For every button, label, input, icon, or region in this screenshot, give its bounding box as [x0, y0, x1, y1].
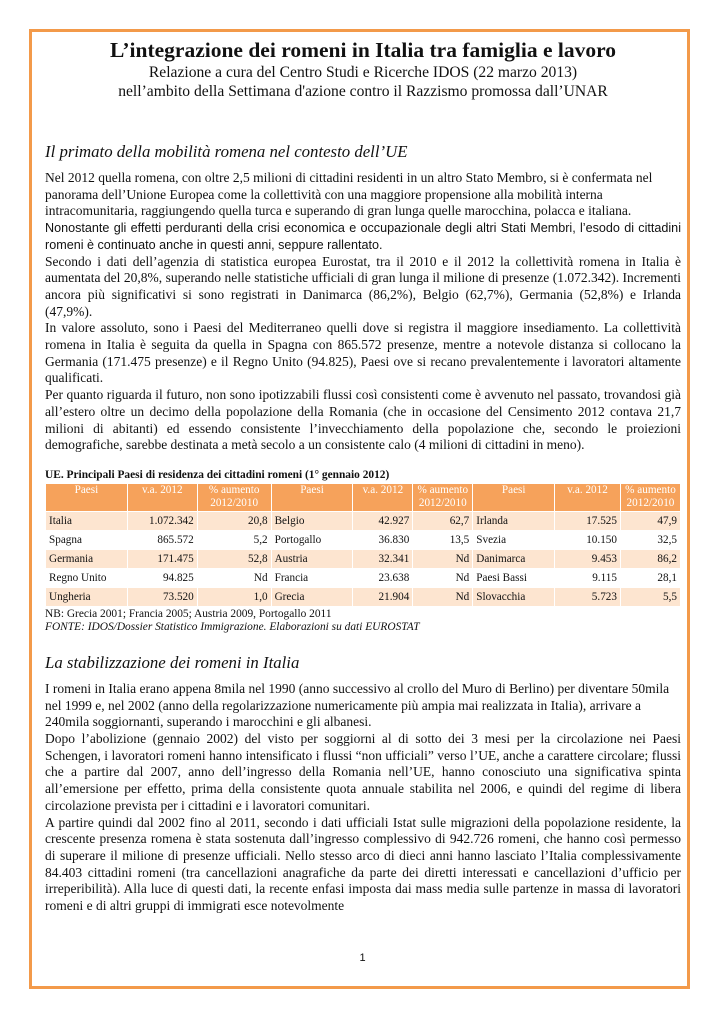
country-cell: Slovacchia [473, 587, 555, 606]
country-cell: Irlanda [473, 511, 555, 530]
document-title: L’integrazione dei romeni in Italia tra famiglia e lavoro [110, 38, 616, 62]
section2-paragraph-2: Dopo l’abolizione (gennaio 2002) del visto per soggiorni al di sotto dei 3 mesi per la circolazione nei Paesi Schengen, i lavoratori romeni hanno intensificato i flussi “non ufficiali” verso l’UE, anche a carattere circolare; flussi che a partire dal 2007, anno dell’ingresso della Romania nell’UE, hanno conosciuto una significativa spinta all’emersione per effetto, prima della consistente quota annuale stabilita nel 2006, e quindi del regime di libera circolazione prevista per i cittadini e i lavoratori comunitari. [45, 731, 681, 813]
percent-cell: 86,2 [620, 549, 680, 568]
country-cell: Regno Unito [46, 568, 128, 587]
percent-cell: 62,7 [413, 511, 473, 530]
country-cell: Grecia [271, 587, 353, 606]
section2-paragraph-3: A partire quindi dal 2002 fino al 2011, secondo i dati ufficiali Istat sulle migrazioni della popolazione residente, la crescente presenza romena è stata sostenuta dall’ingresso complessivo di 942.726 romeni, che hanno così permesso di superare il milione di presenze ufficiali. Nello stesso arco di dieci anni hanno lasciato l’Italia complessivamente 84.403 cittadini romeni (tra cancellazioni anagrafiche da parte dei diretti interessati e cancellazioni d’ufficio per irreperibilità). Alla luce di questi dati, la recente enfasi imposta dai mass media sulle partenze in massa di lavoratori romeni e di altri gruppi di immigrati esce notevolmente [45, 814, 681, 914]
section1-paragraph-2: Nonostante gli effetti perduranti della crisi economica e occupazionale degli altri Stati Membri, l’esodo di cittadini romeni è continuato anche in questi anni, seppure rallentato. [45, 221, 681, 252]
header-aumento: % aumento 2012/2010 [620, 483, 680, 511]
header-aumento: % aumento 2012/2010 [413, 483, 473, 511]
country-cell: Danimarca [473, 549, 555, 568]
value-cell: 21.904 [353, 587, 413, 606]
percent-cell: Nd [413, 568, 473, 587]
country-cell: Austria [271, 549, 353, 568]
country-cell: Belgio [271, 511, 353, 530]
document-subtitle-2: nell’ambito della Settimana d'azione contro il Razzismo promossa dall’UNAR [118, 83, 608, 100]
header-paesi: Paesi [46, 483, 128, 511]
value-cell: 36.830 [353, 530, 413, 549]
document-subtitle-1: Relazione a cura del Centro Studi e Ricerche IDOS (22 marzo 2013) [148, 64, 578, 81]
country-cell: Spagna [46, 530, 128, 549]
table-header-row [46, 483, 681, 511]
header-va: v.a. 2012 [555, 483, 621, 511]
percent-cell: Nd [413, 587, 473, 606]
section1-paragraph-4: In valore assoluto, sono i Paesi del Mediterraneo quelli dove si registra il maggiore insediamento. La collettività romena in Italia è seguita da quella in Spagna con 865.572 presenze, mentre a notevole distanza si collocano la Germania (171.475 presenze) e il Regno Unito (94.825), Paesi ove si recano prevalentemente i lavoratori altamente qualificati. [45, 320, 681, 386]
value-cell: 94.825 [127, 568, 197, 587]
header-aumento: % aumento 2012/2010 [197, 483, 271, 511]
table-row [46, 511, 681, 530]
table-row [46, 587, 681, 606]
percent-cell: 52,8 [197, 549, 271, 568]
header-paesi: Paesi [473, 483, 555, 511]
country-cell: Germania [46, 549, 128, 568]
value-cell: 9.115 [555, 568, 621, 587]
value-cell: 32.341 [353, 549, 413, 568]
percent-cell: 28,1 [620, 568, 680, 587]
country-cell: Svezia [473, 530, 555, 549]
document-body [45, 38, 681, 915]
value-cell: 10.150 [555, 530, 621, 549]
percent-cell: 32,5 [620, 530, 680, 549]
value-cell: 9.453 [555, 549, 621, 568]
percent-cell: 5,5 [620, 587, 680, 606]
section1-paragraph-1: Nel 2012 quella romena, con oltre 2,5 milioni di cittadini residenti in un altro Stato Membro, si è confermata nel panorama dell’Unione Europea come la collettività con una maggiore propensione alla mobilità interna intracomunitaria, raggiungendo quella turca e superando di gran lunga quelle marocchina, polacca e italiana. [45, 170, 653, 219]
value-cell: 73.520 [127, 587, 197, 606]
table-note: NB: Grecia 2001; Francia 2005; Austria 2009, Portogallo 2011 [45, 607, 332, 620]
header-va: v.a. 2012 [353, 483, 413, 511]
percent-cell: 47,9 [620, 511, 680, 530]
header-paesi: Paesi [271, 483, 353, 511]
country-cell: Italia [46, 511, 128, 530]
percent-cell: Nd [197, 568, 271, 587]
section1-paragraph-5: Per quanto riguarda il futuro, non sono ipotizzabili flussi così consistenti come è avvenuto nel passato, trovandosi già all’estero oltre un decimo della popolazione della Romania (che in occasione del Censimento 2012 contava 21,7 milioni di abitanti) ed essendo consistente l’invecchiamento della popolazione che, secondo le proiezioni demografiche, sarebbe destinata a metà secolo a un consistente calo (4 milioni di cittadini in meno). [45, 387, 681, 453]
value-cell: 42.927 [353, 511, 413, 530]
value-cell: 5.723 [555, 587, 621, 606]
country-cell: Ungheria [46, 587, 128, 606]
page-number: 1 [359, 952, 366, 964]
percent-cell: 5,2 [197, 530, 271, 549]
value-cell: 1.072.342 [127, 511, 197, 530]
country-cell: Portogallo [271, 530, 353, 549]
value-cell: 865.572 [127, 530, 197, 549]
table-source: FONTE: IDOS/Dossier Statistico Immigrazione. Elaborazioni su dati EUROSTAT [45, 620, 420, 633]
value-cell: 17.525 [555, 511, 621, 530]
table-row [46, 530, 681, 549]
table-row [46, 549, 681, 568]
percent-cell: 1,0 [197, 587, 271, 606]
section1-paragraph-3: Secondo i dati dell’agenzia di statistica europea Eurostat, tra il 2010 e il 2012 la collettività romena in Italia è aumentata del 20,8%, superando nelle statistiche ufficiali di gran lunga il milione di presenze (1.072.342). Incrementi ancora più significativi si sono registrati in Danimarca (86,2%), Belgio (62,7%), Germania (52,8%) e Irlanda (47,9%). [45, 253, 681, 319]
percent-cell: Nd [413, 549, 473, 568]
percent-cell: 20,8 [197, 511, 271, 530]
residence-table [45, 483, 681, 607]
value-cell: 23.638 [353, 568, 413, 587]
table-row [46, 568, 681, 587]
section-heading-mobilita: Il primato della mobilità romena nel contesto dell’UE [45, 142, 408, 161]
section2-paragraph-1: I romeni in Italia erano appena 8mila nel 1990 (anno successivo al crollo del Muro di Berlino) per diventare 50mila nel 1999 e, nel 2002 (anno della regolarizzazione numericamente più ampia mai realizzata in Italia), arrivare a 240mila soggiornanti, superando i marocchini e gli albanesi. [45, 680, 670, 730]
percent-cell: 13,5 [413, 530, 473, 549]
header-va: v.a. 2012 [127, 483, 197, 511]
section-heading-stabilizzazione: La stabilizzazione dei romeni in Italia [45, 652, 300, 672]
country-cell: Paesi Bassi [473, 568, 555, 587]
country-cell: Francia [271, 568, 353, 587]
value-cell: 171.475 [127, 549, 197, 568]
table-caption: UE. Principali Paesi di residenza dei cittadini romeni (1° gennaio 2012) [45, 468, 390, 481]
